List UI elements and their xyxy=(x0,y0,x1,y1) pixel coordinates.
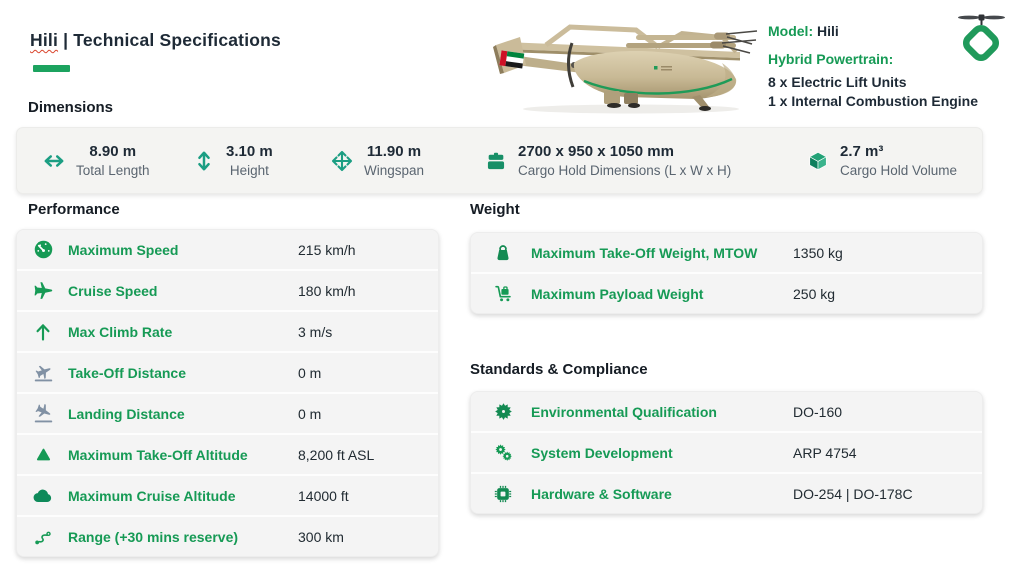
row-label: Range (+30 mins reserve) xyxy=(68,528,239,545)
row-value: DO-254 | DO-178C xyxy=(793,485,913,502)
dimension-total-length xyxy=(43,128,150,193)
table-row xyxy=(471,274,982,313)
dimension-value: 2700 x 950 x 1050 mm xyxy=(518,142,674,160)
plane-icon xyxy=(31,280,55,302)
dimension-label: Cargo Hold Dimensions (L x W x H) xyxy=(518,162,732,178)
cloud-icon xyxy=(31,485,55,507)
dimension-cargo-volume xyxy=(807,128,957,193)
dimension-value: 11.90 m xyxy=(366,142,422,160)
gear-burst-icon xyxy=(491,401,515,423)
dimension-label: Wingspan xyxy=(364,162,425,178)
model-label: Model: xyxy=(768,23,814,39)
standards-table xyxy=(470,391,983,514)
model-value: Hili xyxy=(817,23,839,39)
row-label: Hardware & Software xyxy=(531,485,672,502)
arrow-vertical-icon xyxy=(193,150,215,172)
row-label: Maximum Payload Weight xyxy=(531,285,704,302)
powertrain-line-2: 1 x Internal Combustion Engine xyxy=(768,93,979,109)
row-label: Maximum Take-Off Weight, MTOW xyxy=(531,244,758,261)
arrows-move-icon xyxy=(331,150,353,172)
row-value: 180 km/h xyxy=(298,282,356,299)
row-value: 0 m xyxy=(298,405,322,422)
row-label: Maximum Speed xyxy=(68,241,179,258)
row-label: Landing Distance xyxy=(68,405,185,422)
weight-heading: Weight xyxy=(470,201,520,218)
row-value: ARP 4754 xyxy=(793,444,857,461)
cargo-box-icon xyxy=(485,150,507,172)
table-row xyxy=(471,233,982,274)
performance-table xyxy=(16,229,439,557)
dimension-value: 3.10 m xyxy=(226,142,273,160)
table-row xyxy=(17,476,438,517)
row-value: 250 kg xyxy=(793,285,836,302)
powertrain-label: Hybrid Powertrain: xyxy=(768,51,894,67)
row-label: Maximum Cruise Altitude xyxy=(68,487,236,504)
weight-table xyxy=(470,232,983,314)
row-value: 215 km/h xyxy=(298,241,356,258)
chip-icon xyxy=(491,483,515,505)
model-name: Hili xyxy=(30,30,59,50)
dimension-wingspan xyxy=(331,128,424,193)
dimension-height xyxy=(193,128,273,193)
powertrain-line-1: 8 x Electric Lift Units xyxy=(768,74,907,90)
table-row xyxy=(471,392,982,433)
cube-icon xyxy=(807,150,829,172)
diamond-rotor-logo-icon xyxy=(951,9,1012,65)
row-value: 14000 ft xyxy=(298,487,349,504)
gears-icon xyxy=(491,442,515,464)
table-row xyxy=(17,312,438,353)
row-value: 1350 kg xyxy=(793,244,843,261)
cargo-drone-image xyxy=(486,5,758,117)
title-underline-bar xyxy=(33,65,70,72)
dimensions-heading: Dimensions xyxy=(28,99,114,116)
page-title-rest: | Technical Specifications xyxy=(63,30,281,50)
dimension-cargo-hold xyxy=(485,128,731,193)
table-row xyxy=(17,230,438,271)
row-value: 8,200 ft ASL xyxy=(298,446,375,463)
row-label: Maximum Take-Off Altitude xyxy=(68,446,248,463)
performance-heading: Performance xyxy=(28,201,120,218)
standards-heading: Standards & Compliance xyxy=(470,361,648,378)
row-label: Environmental Qualification xyxy=(531,403,717,420)
plane-takeoff-icon xyxy=(31,362,55,384)
dimension-value: 8.90 m xyxy=(89,142,137,160)
page-title xyxy=(30,30,281,51)
mountain-icon xyxy=(31,444,55,466)
arrow-horizontal-icon xyxy=(43,150,65,172)
uae-flag xyxy=(499,50,524,68)
table-row xyxy=(17,517,438,556)
dimension-label: Total Length xyxy=(76,162,150,178)
table-row xyxy=(17,271,438,312)
dimension-label: Cargo Hold Volume xyxy=(840,162,958,178)
speedometer-icon xyxy=(31,239,55,261)
row-value: 300 km xyxy=(298,528,344,545)
plane-landing-icon xyxy=(31,403,55,425)
payload-cart-icon xyxy=(491,283,515,305)
table-row xyxy=(17,353,438,394)
row-label: System Development xyxy=(531,444,673,461)
dimension-value: 2.7 m³ xyxy=(840,142,884,160)
table-row xyxy=(471,433,982,474)
row-label: Cruise Speed xyxy=(68,282,158,299)
route-icon xyxy=(31,526,55,548)
table-row xyxy=(471,474,982,513)
dimensions-bar xyxy=(16,127,983,194)
table-row xyxy=(17,435,438,476)
arrow-up-icon xyxy=(31,321,55,343)
dimension-label: Height xyxy=(229,162,269,178)
row-value: 0 m xyxy=(298,364,322,381)
row-value: 3 m/s xyxy=(298,323,333,340)
row-value: DO-160 xyxy=(793,403,843,420)
weight-icon xyxy=(491,242,515,264)
row-label: Take-Off Distance xyxy=(68,364,186,381)
table-row xyxy=(17,394,438,435)
row-label: Max Climb Rate xyxy=(68,323,173,340)
